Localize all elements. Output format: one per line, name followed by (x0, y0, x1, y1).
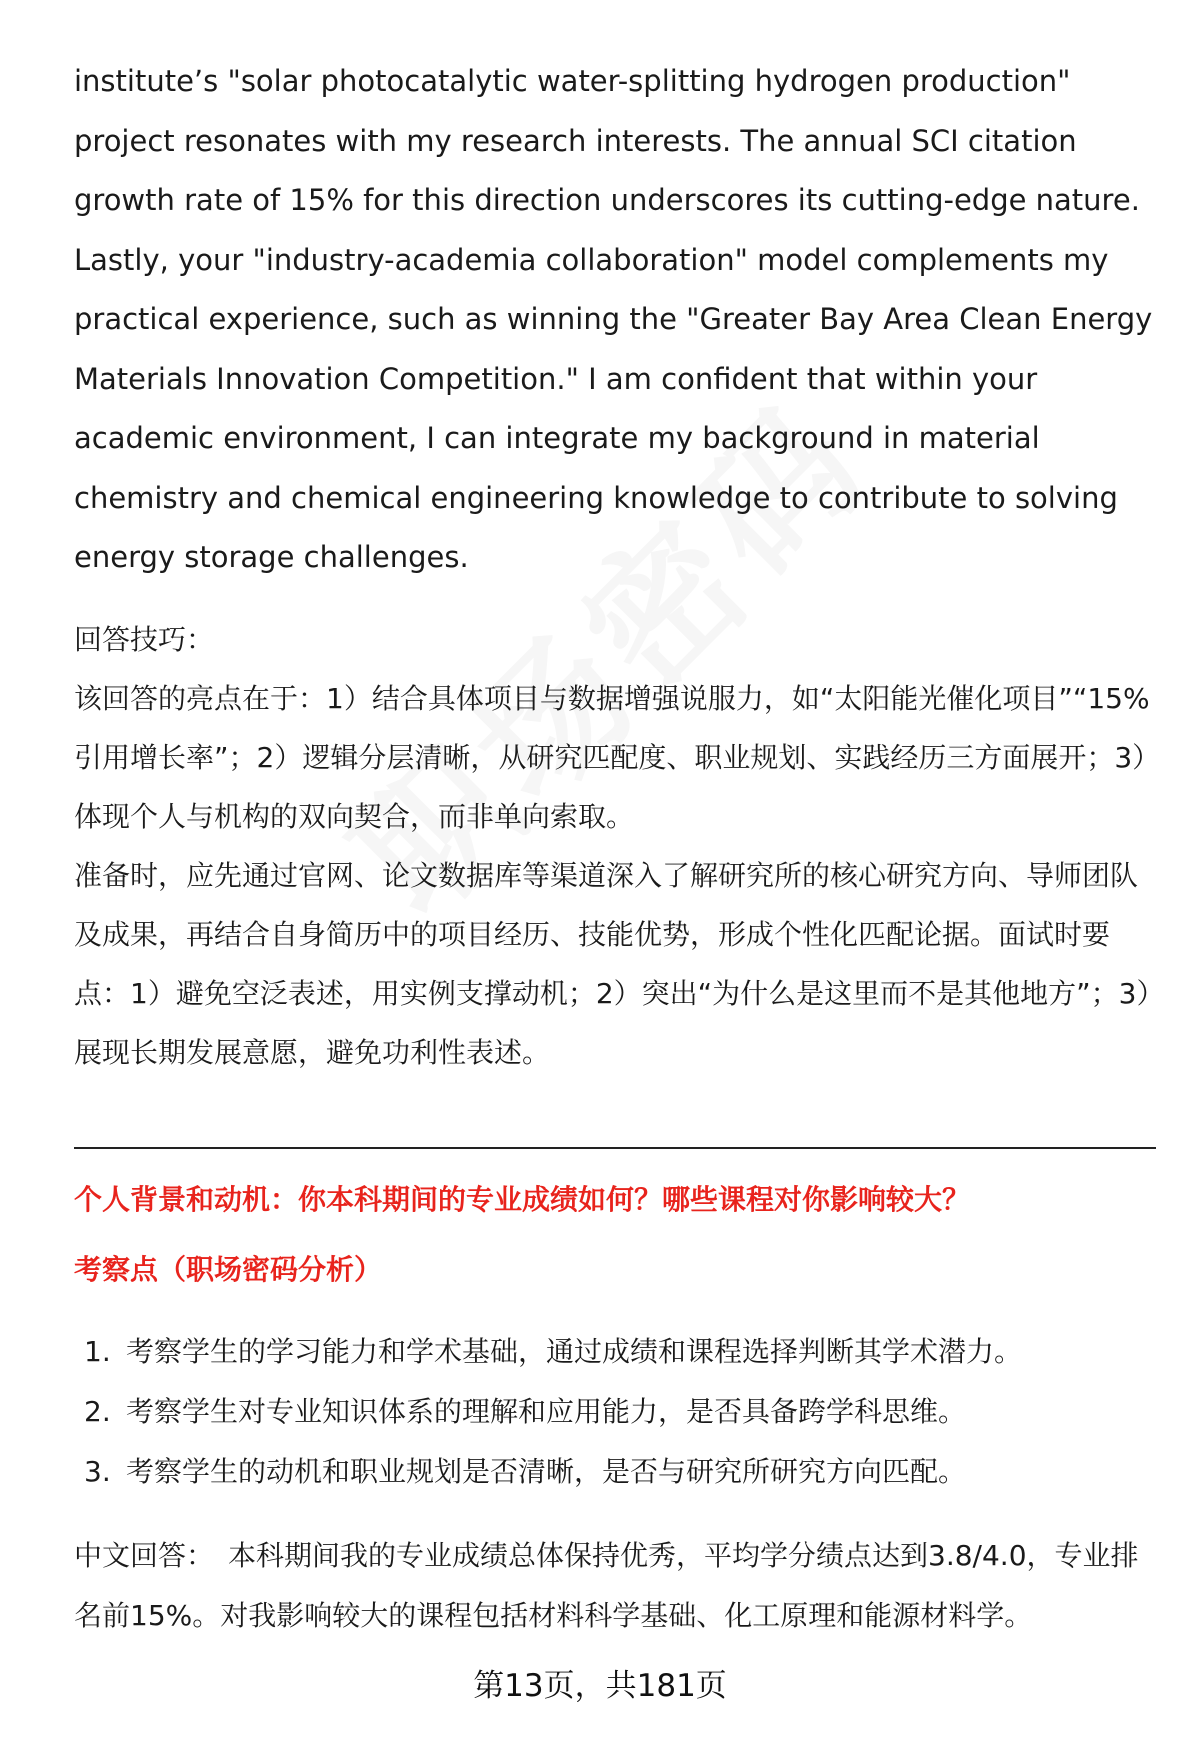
chinese-answer (74, 1526, 1156, 1646)
focus-title: 考察点（职场密码分析） (74, 1253, 383, 1286)
list-number: 2. (84, 1395, 111, 1428)
answer-label: 中文回答： (74, 1539, 215, 1572)
tips-preparation: 准备时，应先通过官网、论文数据库等渠道深入了解研究所的核心研究方向、导师团队及成果，再结合自身简历中的项目经历、技能优势，形成个性化匹配论据。面试时要点：1）避免空泛表述，用实例支撑动机；2）突出“为什么是这里而不是其他地方”；3）展现长期发展意愿，避免功利性表述。 (74, 858, 1151, 1069)
list-number: 3. (84, 1455, 111, 1488)
focus-points-list (84, 1322, 1154, 1502)
page-footer: 第13页，共181页 (473, 1668, 727, 1704)
list-item (84, 1442, 1154, 1502)
tips-highlight: 该回答的亮点在于：1）结合具体项目与数据增强说服力，如“太阳能光催化项目”“15%引用增长率”；2）逻辑分层清晰，从研究匹配度、职业规划、实践经历三方面展开；3）体现个人与机构的双向契合，而非单向索取。 (74, 681, 1150, 833)
question-title: 个人背景和动机：你本科期间的专业成绩如何？哪些课程对你影响较大？ (74, 1183, 971, 1216)
document-body (74, 52, 1156, 1082)
tips-title: 回答技巧： (74, 622, 215, 656)
list-number: 1. (84, 1335, 111, 1368)
list-text: 考察学生的学习能力和学术基础，通过成绩和课程选择判断其学术潜力。 (126, 1335, 1023, 1368)
list-item (84, 1382, 1154, 1442)
list-text: 考察学生对专业知识体系的理解和应用能力，是否具备跨学科思维。 (126, 1395, 967, 1428)
list-text: 考察学生的动机和职业规划是否清晰，是否与研究所研究方向匹配。 (126, 1455, 967, 1488)
intro-paragraph: institute’s "solar photocatalytic water-splitting hydrogen production" project resonates with my research interests. The annual SCI citation growth rate of 15% for this direction underscores its cutting-edge nature. Lastly, your "industry-academia collaboration" model complements my practical experience, such as winning the "Greater Bay Area Clean Energy Materials Innovation Competition." I am confident that within your academic environment, I can integrate my background in material chemistry and chemical engineering knowledge to contribute to solving energy storage challenges. (74, 64, 1153, 574)
section-divider (74, 1147, 1156, 1149)
answer-text: 本科期间我的专业成绩总体保持优秀，平均学分绩点达到3.8/4.0，专业排名前15%。对我影响较大的课程包括材料科学基础、化工原理和能源材料学。 (74, 1539, 1139, 1632)
list-item (84, 1322, 1154, 1382)
